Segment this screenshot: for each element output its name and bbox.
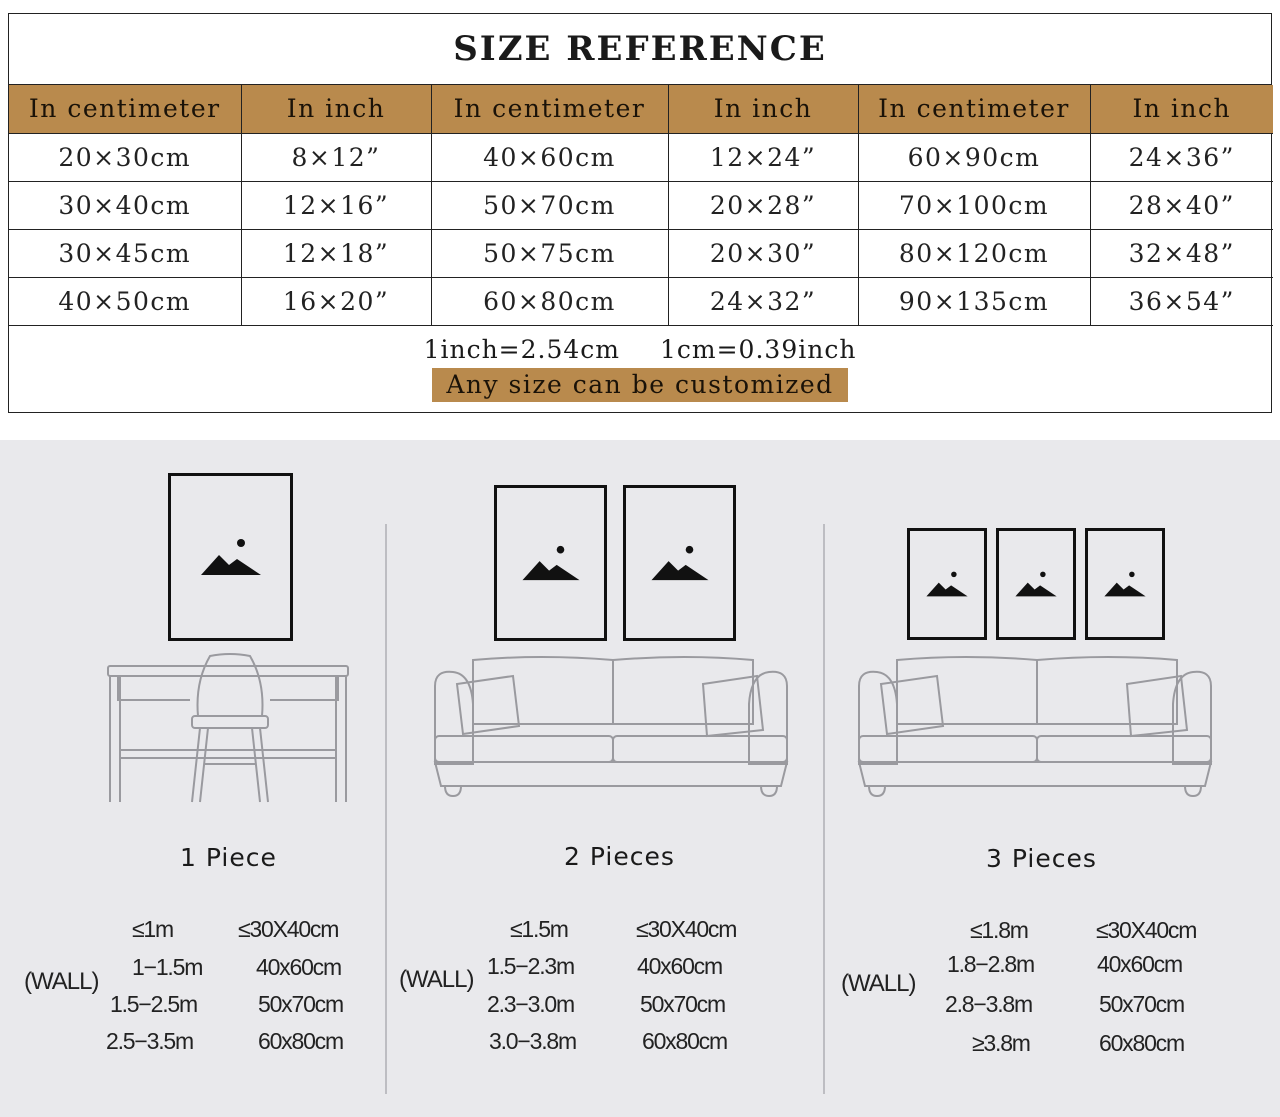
table-cell: 50×70cm bbox=[431, 181, 668, 229]
table-cell: 30×45cm bbox=[9, 229, 241, 277]
table-cell: 12×16” bbox=[241, 181, 431, 229]
table-row bbox=[9, 277, 1273, 325]
frame-size: 50x70cm bbox=[258, 991, 343, 1017]
frame-icon bbox=[168, 473, 293, 641]
wall-label: (WALL) bbox=[24, 968, 99, 995]
cm-conversion: 1cm=0.39inch bbox=[660, 335, 857, 364]
frame-size: 50x70cm bbox=[640, 991, 725, 1017]
mountain-icon bbox=[199, 537, 263, 577]
frame-size: 40x60cm bbox=[637, 953, 722, 979]
header-row bbox=[9, 85, 1273, 133]
piece-count-title: 1 Piece bbox=[180, 843, 277, 872]
table-cell: 8×12” bbox=[241, 133, 431, 181]
table-row bbox=[9, 181, 1273, 229]
wall-width: ≥3.8m bbox=[972, 1030, 1030, 1056]
table-cell: 90×135cm bbox=[858, 277, 1090, 325]
wall-width: ≤1.5m bbox=[510, 916, 568, 942]
frame-size: 40x60cm bbox=[256, 954, 341, 980]
wall-width: 2.8−3.8m bbox=[945, 991, 1032, 1017]
table-cell: 70×100cm bbox=[858, 181, 1090, 229]
wall-width: 3.0−3.8m bbox=[489, 1028, 576, 1054]
wall-width: ≤1.8m bbox=[970, 917, 1028, 943]
frame-size: 60x80cm bbox=[1099, 1030, 1184, 1056]
frame-icon bbox=[623, 485, 736, 641]
table-cell: 80×120cm bbox=[858, 229, 1090, 277]
size-reference-table bbox=[8, 13, 1272, 413]
frame-icon bbox=[996, 528, 1076, 640]
table-cell: 12×24” bbox=[668, 133, 858, 181]
frame-size: ≤30X40cm bbox=[636, 916, 737, 942]
frame-size: 60x80cm bbox=[258, 1028, 343, 1054]
frame-size: 50x70cm bbox=[1099, 991, 1184, 1017]
wall-label: (WALL) bbox=[841, 970, 916, 997]
frame-size: ≤30X40cm bbox=[1096, 917, 1197, 943]
piece-count-title: 3 Pieces bbox=[986, 844, 1097, 873]
wall-width: 2.5−3.5m bbox=[106, 1028, 193, 1054]
table-cell: 24×36” bbox=[1090, 133, 1273, 181]
header-cell: In centimeter bbox=[858, 85, 1090, 133]
wall-label: (WALL) bbox=[399, 966, 474, 993]
unit-conversions bbox=[424, 335, 857, 364]
desk-chair-icon bbox=[100, 652, 360, 807]
wall-width: 1−1.5m bbox=[132, 954, 203, 980]
mountain-icon bbox=[649, 544, 711, 582]
table-cell: 60×80cm bbox=[431, 277, 668, 325]
table-footer bbox=[9, 326, 1271, 412]
table-cell: 40×60cm bbox=[431, 133, 668, 181]
inch-conversion: 1inch=2.54cm bbox=[423, 335, 620, 364]
mountain-icon bbox=[925, 570, 969, 598]
frame-icon bbox=[907, 528, 987, 640]
table-cell: 50×75cm bbox=[431, 229, 668, 277]
header-cell: In inch bbox=[241, 85, 431, 133]
header-cell: In inch bbox=[668, 85, 858, 133]
table-title: SIZE REFERENCE bbox=[9, 14, 1271, 85]
table-cell: 24×32” bbox=[668, 277, 858, 325]
frame-icon bbox=[494, 485, 607, 641]
wall-width: 1.5−2.3m bbox=[487, 953, 574, 979]
table-row bbox=[9, 229, 1273, 277]
table-cell: 30×40cm bbox=[9, 181, 241, 229]
arrangement-one-piece bbox=[0, 440, 385, 1117]
table-cell: 28×40” bbox=[1090, 181, 1273, 229]
frame-size: ≤30X40cm bbox=[238, 916, 339, 942]
mountain-icon bbox=[1103, 570, 1147, 598]
mountain-icon bbox=[520, 544, 582, 582]
mountain-icon bbox=[1014, 570, 1058, 598]
frame-size: 40x60cm bbox=[1097, 951, 1182, 977]
piece-count-title: 2 Pieces bbox=[564, 842, 675, 871]
arrangement-three-pieces bbox=[825, 440, 1280, 1117]
wall-width: 2.3−3.0m bbox=[487, 991, 574, 1017]
table-cell: 12×18” bbox=[241, 229, 431, 277]
custom-size-note: Any size can be customized bbox=[432, 368, 847, 402]
arrangement-two-pieces bbox=[387, 440, 823, 1117]
table-cell: 20×28” bbox=[668, 181, 858, 229]
header-cell: In centimeter bbox=[431, 85, 668, 133]
wall-width: ≤1m bbox=[132, 916, 173, 942]
frame-size: 60x80cm bbox=[642, 1028, 727, 1054]
header-cell: In centimeter bbox=[9, 85, 241, 133]
header-cell: In inch bbox=[1090, 85, 1273, 133]
sofa-icon bbox=[855, 654, 1215, 799]
arrangement-guide bbox=[0, 440, 1280, 1117]
table-cell: 20×30cm bbox=[9, 133, 241, 181]
table-cell: 36×54” bbox=[1090, 277, 1273, 325]
table-row bbox=[9, 133, 1273, 181]
wall-width: 1.5−2.5m bbox=[110, 991, 197, 1017]
size-grid bbox=[9, 85, 1273, 326]
table-cell: 16×20” bbox=[241, 277, 431, 325]
frame-icon bbox=[1085, 528, 1165, 640]
table-cell: 40×50cm bbox=[9, 277, 241, 325]
wall-width: 1.8−2.8m bbox=[947, 951, 1034, 977]
table-cell: 60×90cm bbox=[858, 133, 1090, 181]
table-cell: 20×30” bbox=[668, 229, 858, 277]
table-cell: 32×48” bbox=[1090, 229, 1273, 277]
sofa-icon bbox=[431, 654, 791, 799]
